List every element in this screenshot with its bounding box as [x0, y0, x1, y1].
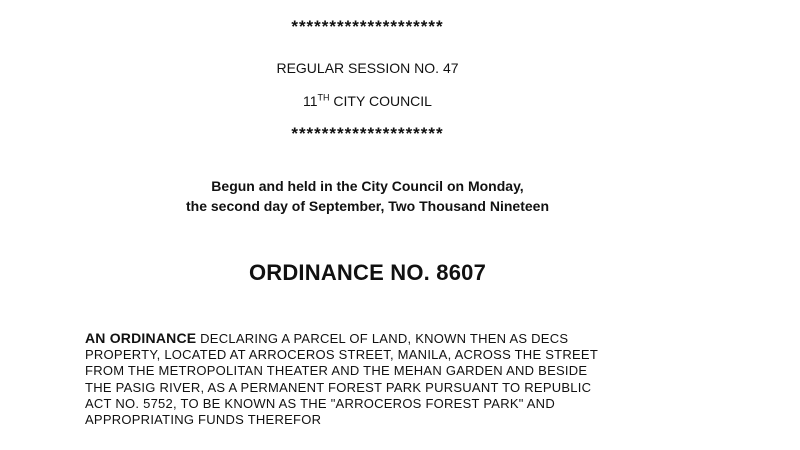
- session-heading: REGULAR SESSION NO. 47: [276, 60, 459, 76]
- session-date-line-2: the second day of September, Two Thousand Nineteen: [185, 198, 549, 214]
- session-date-line-1: Begun and held in the City Council on Monday,: [211, 178, 524, 194]
- session-date-statement: [0, 176, 735, 216]
- council-label: CITY COUNCIL: [329, 93, 432, 109]
- ordinance-line-1: [85, 330, 685, 347]
- ordinance-line-4: THE PASIG RIVER, AS A PERMANENT FOREST PARK PURSUANT TO REPUBLIC: [85, 379, 592, 395]
- ordinance-line-2: PROPERTY, LOCATED AT ARROCEROS STREET, MANILA, ACROSS THE STREET: [85, 347, 599, 363]
- ordinance-description: [85, 330, 685, 428]
- asterisk-divider-top: ********************: [291, 17, 444, 36]
- ordinance-line-6: APPROPRIATING FUNDS THEREFOR: [85, 412, 322, 428]
- council-number: 11: [303, 93, 318, 109]
- asterisk-divider-bottom: ********************: [291, 124, 444, 143]
- ordinance-line-5: ACT NO. 5752, TO BE KNOWN AS THE "ARROCEROS FOREST PARK" AND: [85, 395, 555, 411]
- ordinance-title: ORDINANCE NO. 8607: [248, 260, 487, 285]
- council-heading: [0, 92, 735, 110]
- ordinance-lead: AN ORDINANCE: [85, 330, 197, 346]
- ordinance-line-1-text: DECLARING A PARCEL OF LAND, KNOWN THEN AS DECS: [196, 331, 569, 346]
- council-ordinal-suffix: TH: [317, 92, 330, 103]
- ordinance-line-3: FROM THE METROPOLITAN THEATER AND THE MEHAN GARDEN AND BESIDE: [85, 363, 588, 379]
